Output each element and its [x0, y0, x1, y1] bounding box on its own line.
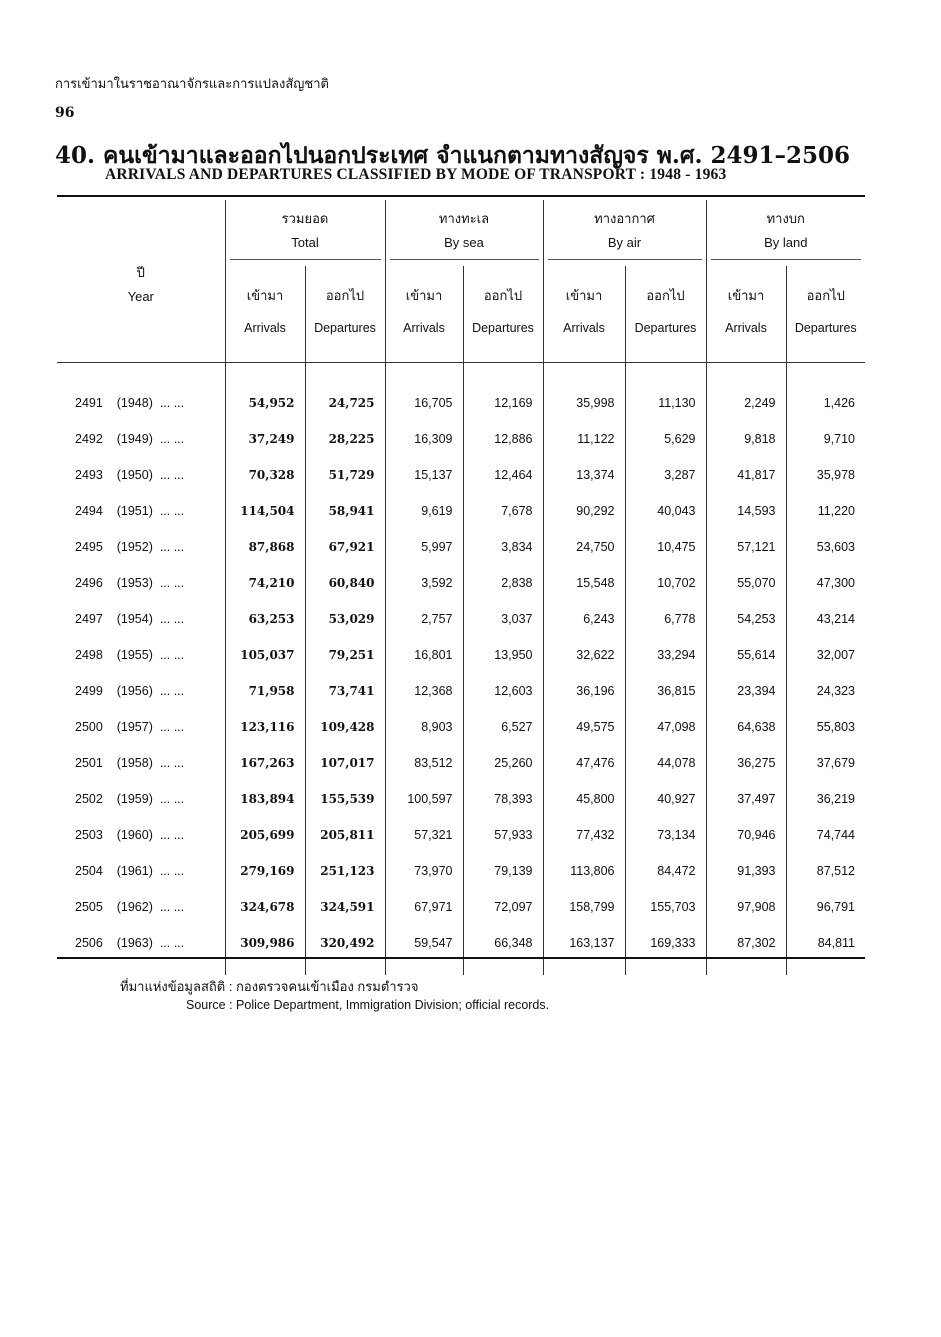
group-header-english: Total — [291, 234, 319, 250]
value-cell: 105,037 — [225, 637, 305, 673]
value-cell: 279,169 — [225, 853, 305, 889]
value-cell: 40,043 — [625, 493, 706, 529]
departures-header: Departures — [305, 306, 385, 350]
value-cell: 3,037 — [463, 601, 543, 637]
year-header-thai: ปี — [136, 265, 145, 280]
year-cell — [57, 565, 225, 601]
value-cell: 59,547 — [385, 925, 463, 961]
year-ce: (1951) — [116, 504, 153, 518]
value-cell: 97,908 — [706, 889, 786, 925]
value-cell: 2,757 — [385, 601, 463, 637]
value-cell: 54,952 — [225, 385, 305, 421]
value-cell: 9,710 — [786, 421, 865, 457]
value-cell: 2,838 — [463, 565, 543, 601]
value-cell: 15,548 — [543, 565, 625, 601]
value-cell: 10,475 — [625, 529, 706, 565]
value-cell: 43,214 — [786, 601, 865, 637]
value-cell: 36,275 — [706, 745, 786, 781]
table-title-thai: 40. คนเข้ามาและออกไปนอกประเทศ จำแนกตามทางสัญจร พ.ศ. 2491–2506 — [55, 142, 851, 169]
value-cell: 79,251 — [305, 637, 385, 673]
leader-dots: ... ... — [159, 396, 185, 410]
value-cell: 205,699 — [225, 817, 305, 853]
value-cell: 32,007 — [786, 637, 865, 673]
value-cell: 47,300 — [786, 565, 865, 601]
value-cell: 324,678 — [225, 889, 305, 925]
leader-dots: ... ... — [159, 540, 185, 554]
value-cell: 60,840 — [305, 565, 385, 601]
year-ce: (1958) — [116, 756, 153, 770]
value-cell: 3,287 — [625, 457, 706, 493]
value-cell: 167,263 — [225, 745, 305, 781]
value-cell: 100,597 — [385, 781, 463, 817]
value-cell: 11,122 — [543, 421, 625, 457]
year-be: 2493 — [75, 468, 103, 482]
value-cell: 24,323 — [786, 673, 865, 709]
table-row — [57, 601, 865, 637]
group-header-english: By land — [764, 234, 808, 250]
table-row — [57, 421, 865, 457]
year-be: 2503 — [75, 828, 103, 842]
value-cell: 70,328 — [225, 457, 305, 493]
year-cell — [57, 817, 225, 853]
value-cell: 47,476 — [543, 745, 625, 781]
value-cell: 12,464 — [463, 457, 543, 493]
value-cell: 12,368 — [385, 673, 463, 709]
value-cell: 320,492 — [305, 925, 385, 961]
value-cell: 37,679 — [786, 745, 865, 781]
value-cell: 41,817 — [706, 457, 786, 493]
year-ce: (1948) — [116, 396, 153, 410]
year-be: 2504 — [75, 864, 103, 878]
value-cell: 205,811 — [305, 817, 385, 853]
value-cell: 83,512 — [385, 745, 463, 781]
value-cell: 72,097 — [463, 889, 543, 925]
leader-dots: ... ... — [159, 864, 185, 878]
year-ce: (1959) — [116, 792, 153, 806]
value-cell: 163,137 — [543, 925, 625, 961]
value-cell: 47,098 — [625, 709, 706, 745]
year-be: 2494 — [75, 504, 103, 518]
value-cell: 57,933 — [463, 817, 543, 853]
value-cell: 87,512 — [786, 853, 865, 889]
value-cell: 12,603 — [463, 673, 543, 709]
value-cell: 35,978 — [786, 457, 865, 493]
year-ce: (1957) — [116, 720, 153, 734]
year-cell — [57, 709, 225, 745]
value-cell: 1,426 — [786, 385, 865, 421]
value-cell: 35,998 — [543, 385, 625, 421]
value-cell: 25,260 — [463, 745, 543, 781]
year-cell — [57, 781, 225, 817]
year-ce: (1963) — [116, 936, 153, 950]
value-cell: 15,137 — [385, 457, 463, 493]
year-be: 2492 — [75, 432, 103, 446]
source-thai: ที่มาแห่งข้อมูลสถิติ : กองตรวจคนเข้าเมือง กรมตำรวจ — [120, 979, 419, 994]
table-row — [57, 385, 865, 421]
year-cell — [57, 637, 225, 673]
leader-dots: ... ... — [159, 648, 185, 662]
value-cell: 24,750 — [543, 529, 625, 565]
value-cell: 67,971 — [385, 889, 463, 925]
leader-dots: ... ... — [159, 936, 185, 950]
top-rule — [57, 195, 865, 197]
value-cell: 36,196 — [543, 673, 625, 709]
value-cell: 113,806 — [543, 853, 625, 889]
value-cell: 73,970 — [385, 853, 463, 889]
value-cell: 84,472 — [625, 853, 706, 889]
arrivals-header: Arrivals — [225, 306, 305, 350]
value-cell: 23,394 — [706, 673, 786, 709]
year-be: 2505 — [75, 900, 103, 914]
year-ce: (1960) — [116, 828, 153, 842]
value-cell: 74,744 — [786, 817, 865, 853]
value-cell: 54,253 — [706, 601, 786, 637]
table-row — [57, 529, 865, 565]
departures-header-thai: ออกไป — [305, 266, 385, 306]
leader-dots: ... ... — [159, 792, 185, 806]
value-cell: 45,800 — [543, 781, 625, 817]
group-header — [385, 200, 543, 266]
value-cell: 309,986 — [225, 925, 305, 961]
arrivals-header: Arrivals — [706, 306, 786, 350]
value-cell: 37,249 — [225, 421, 305, 457]
leader-dots: ... ... — [159, 432, 185, 446]
value-cell: 16,801 — [385, 637, 463, 673]
table-row — [57, 853, 865, 889]
year-be: 2500 — [75, 720, 103, 734]
year-ce: (1955) — [116, 648, 153, 662]
year-header — [57, 200, 225, 350]
value-cell: 87,868 — [225, 529, 305, 565]
value-cell: 155,539 — [305, 781, 385, 817]
value-cell: 12,886 — [463, 421, 543, 457]
year-cell — [57, 853, 225, 889]
year-be: 2502 — [75, 792, 103, 806]
value-cell: 10,702 — [625, 565, 706, 601]
leader-dots: ... ... — [159, 612, 185, 626]
year-ce: (1956) — [116, 684, 153, 698]
group-header — [225, 200, 385, 266]
value-cell: 3,834 — [463, 529, 543, 565]
value-cell: 11,130 — [625, 385, 706, 421]
year-cell — [57, 673, 225, 709]
table-row — [57, 745, 865, 781]
year-cell — [57, 457, 225, 493]
value-cell: 57,121 — [706, 529, 786, 565]
leader-dots: ... ... — [159, 468, 185, 482]
year-cell — [57, 745, 225, 781]
group-header-thai: ทางบก — [766, 210, 805, 226]
year-cell — [57, 421, 225, 457]
value-cell: 114,504 — [225, 493, 305, 529]
value-cell: 49,575 — [543, 709, 625, 745]
departures-header-thai: ออกไป — [463, 266, 543, 306]
year-cell — [57, 601, 225, 637]
value-cell: 16,705 — [385, 385, 463, 421]
value-cell: 51,729 — [305, 457, 385, 493]
year-be: 2491 — [75, 396, 103, 410]
value-cell: 55,803 — [786, 709, 865, 745]
value-cell: 14,593 — [706, 493, 786, 529]
value-cell: 57,321 — [385, 817, 463, 853]
value-cell: 87,302 — [706, 925, 786, 961]
year-ce: (1961) — [116, 864, 153, 878]
table-row — [57, 709, 865, 745]
table-row — [57, 817, 865, 853]
year-ce: (1952) — [116, 540, 153, 554]
arrivals-header: Arrivals — [543, 306, 625, 350]
value-cell: 7,678 — [463, 493, 543, 529]
table-row — [57, 781, 865, 817]
year-be: 2495 — [75, 540, 103, 554]
group-header — [706, 200, 865, 266]
value-cell: 63,253 — [225, 601, 305, 637]
departures-header-thai: ออกไป — [625, 266, 706, 306]
value-cell: 16,309 — [385, 421, 463, 457]
value-cell: 71,958 — [225, 673, 305, 709]
year-cell — [57, 385, 225, 421]
value-cell: 9,818 — [706, 421, 786, 457]
value-cell: 8,903 — [385, 709, 463, 745]
value-cell: 2,249 — [706, 385, 786, 421]
value-cell: 36,219 — [786, 781, 865, 817]
value-cell: 79,139 — [463, 853, 543, 889]
group-header-thai: รวมยอด — [281, 210, 329, 226]
value-cell: 53,029 — [305, 601, 385, 637]
value-cell: 67,921 — [305, 529, 385, 565]
value-cell: 77,432 — [543, 817, 625, 853]
value-cell: 96,791 — [786, 889, 865, 925]
table-row — [57, 637, 865, 673]
group-header-thai: ทางทะเล — [438, 210, 490, 226]
source-english: Source : Police Department, Immigration Division; official records. — [186, 998, 550, 1012]
leader-dots: ... ... — [159, 576, 185, 590]
year-be: 2501 — [75, 756, 103, 770]
table-title-english: ARRIVALS AND DEPARTURES CLASSIFIED BY MODE OF TRANSPORT : 1948 - 1963 — [105, 166, 727, 183]
leader-dots: ... ... — [159, 684, 185, 698]
value-cell: 12,169 — [463, 385, 543, 421]
year-be: 2497 — [75, 612, 103, 626]
value-cell: 6,778 — [625, 601, 706, 637]
value-cell: 36,815 — [625, 673, 706, 709]
table-row — [57, 457, 865, 493]
departures-header: Departures — [463, 306, 543, 350]
departures-header-thai: ออกไป — [786, 266, 865, 306]
value-cell: 6,243 — [543, 601, 625, 637]
value-cell: 40,927 — [625, 781, 706, 817]
value-cell: 44,078 — [625, 745, 706, 781]
year-cell — [57, 493, 225, 529]
value-cell: 155,703 — [625, 889, 706, 925]
value-cell: 84,811 — [786, 925, 865, 961]
arrivals-header-thai: เข้ามา — [385, 266, 463, 306]
value-cell: 90,292 — [543, 493, 625, 529]
table-row — [57, 889, 865, 925]
table-row — [57, 565, 865, 601]
value-cell: 324,591 — [305, 889, 385, 925]
year-cell — [57, 889, 225, 925]
value-cell: 109,428 — [305, 709, 385, 745]
year-be: 2496 — [75, 576, 103, 590]
value-cell: 55,614 — [706, 637, 786, 673]
value-cell: 107,017 — [305, 745, 385, 781]
value-cell: 28,225 — [305, 421, 385, 457]
value-cell: 13,374 — [543, 457, 625, 493]
table-row — [57, 493, 865, 529]
value-cell: 73,741 — [305, 673, 385, 709]
value-cell: 6,527 — [463, 709, 543, 745]
value-cell: 123,116 — [225, 709, 305, 745]
leader-dots: ... ... — [159, 828, 185, 842]
statistics-table — [57, 200, 865, 975]
departures-header: Departures — [786, 306, 865, 350]
value-cell: 66,348 — [463, 925, 543, 961]
value-cell: 70,946 — [706, 817, 786, 853]
group-header-english: By air — [607, 234, 642, 250]
value-cell: 5,997 — [385, 529, 463, 565]
value-cell: 37,497 — [706, 781, 786, 817]
arrivals-header: Arrivals — [385, 306, 463, 350]
page-number: 96 — [55, 105, 75, 121]
value-cell: 32,622 — [543, 637, 625, 673]
value-cell: 24,725 — [305, 385, 385, 421]
year-ce: (1953) — [116, 576, 153, 590]
year-ce: (1949) — [116, 432, 153, 446]
value-cell: 13,950 — [463, 637, 543, 673]
value-cell: 78,393 — [463, 781, 543, 817]
group-header-thai: ทางอากาศ — [594, 210, 655, 226]
year-be: 2506 — [75, 936, 103, 950]
leader-dots: ... ... — [159, 720, 185, 734]
value-cell: 11,220 — [786, 493, 865, 529]
year-ce: (1954) — [116, 612, 153, 626]
value-cell: 169,333 — [625, 925, 706, 961]
value-cell: 3,592 — [385, 565, 463, 601]
group-header-english: By sea — [444, 234, 484, 250]
year-cell — [57, 925, 225, 961]
year-ce: (1962) — [116, 900, 153, 914]
value-cell: 74,210 — [225, 565, 305, 601]
year-be: 2499 — [75, 684, 103, 698]
bottom-rule — [57, 957, 865, 959]
value-cell: 91,393 — [706, 853, 786, 889]
table-row — [57, 925, 865, 961]
group-header — [543, 200, 706, 266]
year-be: 2498 — [75, 648, 103, 662]
arrivals-header-thai: เข้ามา — [543, 266, 625, 306]
value-cell: 64,638 — [706, 709, 786, 745]
departures-header: Departures — [625, 306, 706, 350]
leader-dots: ... ... — [159, 504, 185, 518]
year-ce: (1950) — [116, 468, 153, 482]
running-header: การเข้ามาในราชอาณาจักรและการแปลงสัญชาติ — [55, 76, 329, 91]
value-cell: 9,619 — [385, 493, 463, 529]
value-cell: 158,799 — [543, 889, 625, 925]
value-cell: 251,123 — [305, 853, 385, 889]
table-row — [57, 673, 865, 709]
year-header-english: Year — [127, 289, 154, 304]
year-cell — [57, 529, 225, 565]
value-cell: 55,070 — [706, 565, 786, 601]
leader-dots: ... ... — [159, 756, 185, 770]
value-cell: 73,134 — [625, 817, 706, 853]
value-cell: 5,629 — [625, 421, 706, 457]
value-cell: 183,894 — [225, 781, 305, 817]
value-cell: 33,294 — [625, 637, 706, 673]
value-cell: 58,941 — [305, 493, 385, 529]
value-cell: 53,603 — [786, 529, 865, 565]
leader-dots: ... ... — [159, 900, 185, 914]
arrivals-header-thai: เข้ามา — [706, 266, 786, 306]
arrivals-header-thai: เข้ามา — [225, 266, 305, 306]
